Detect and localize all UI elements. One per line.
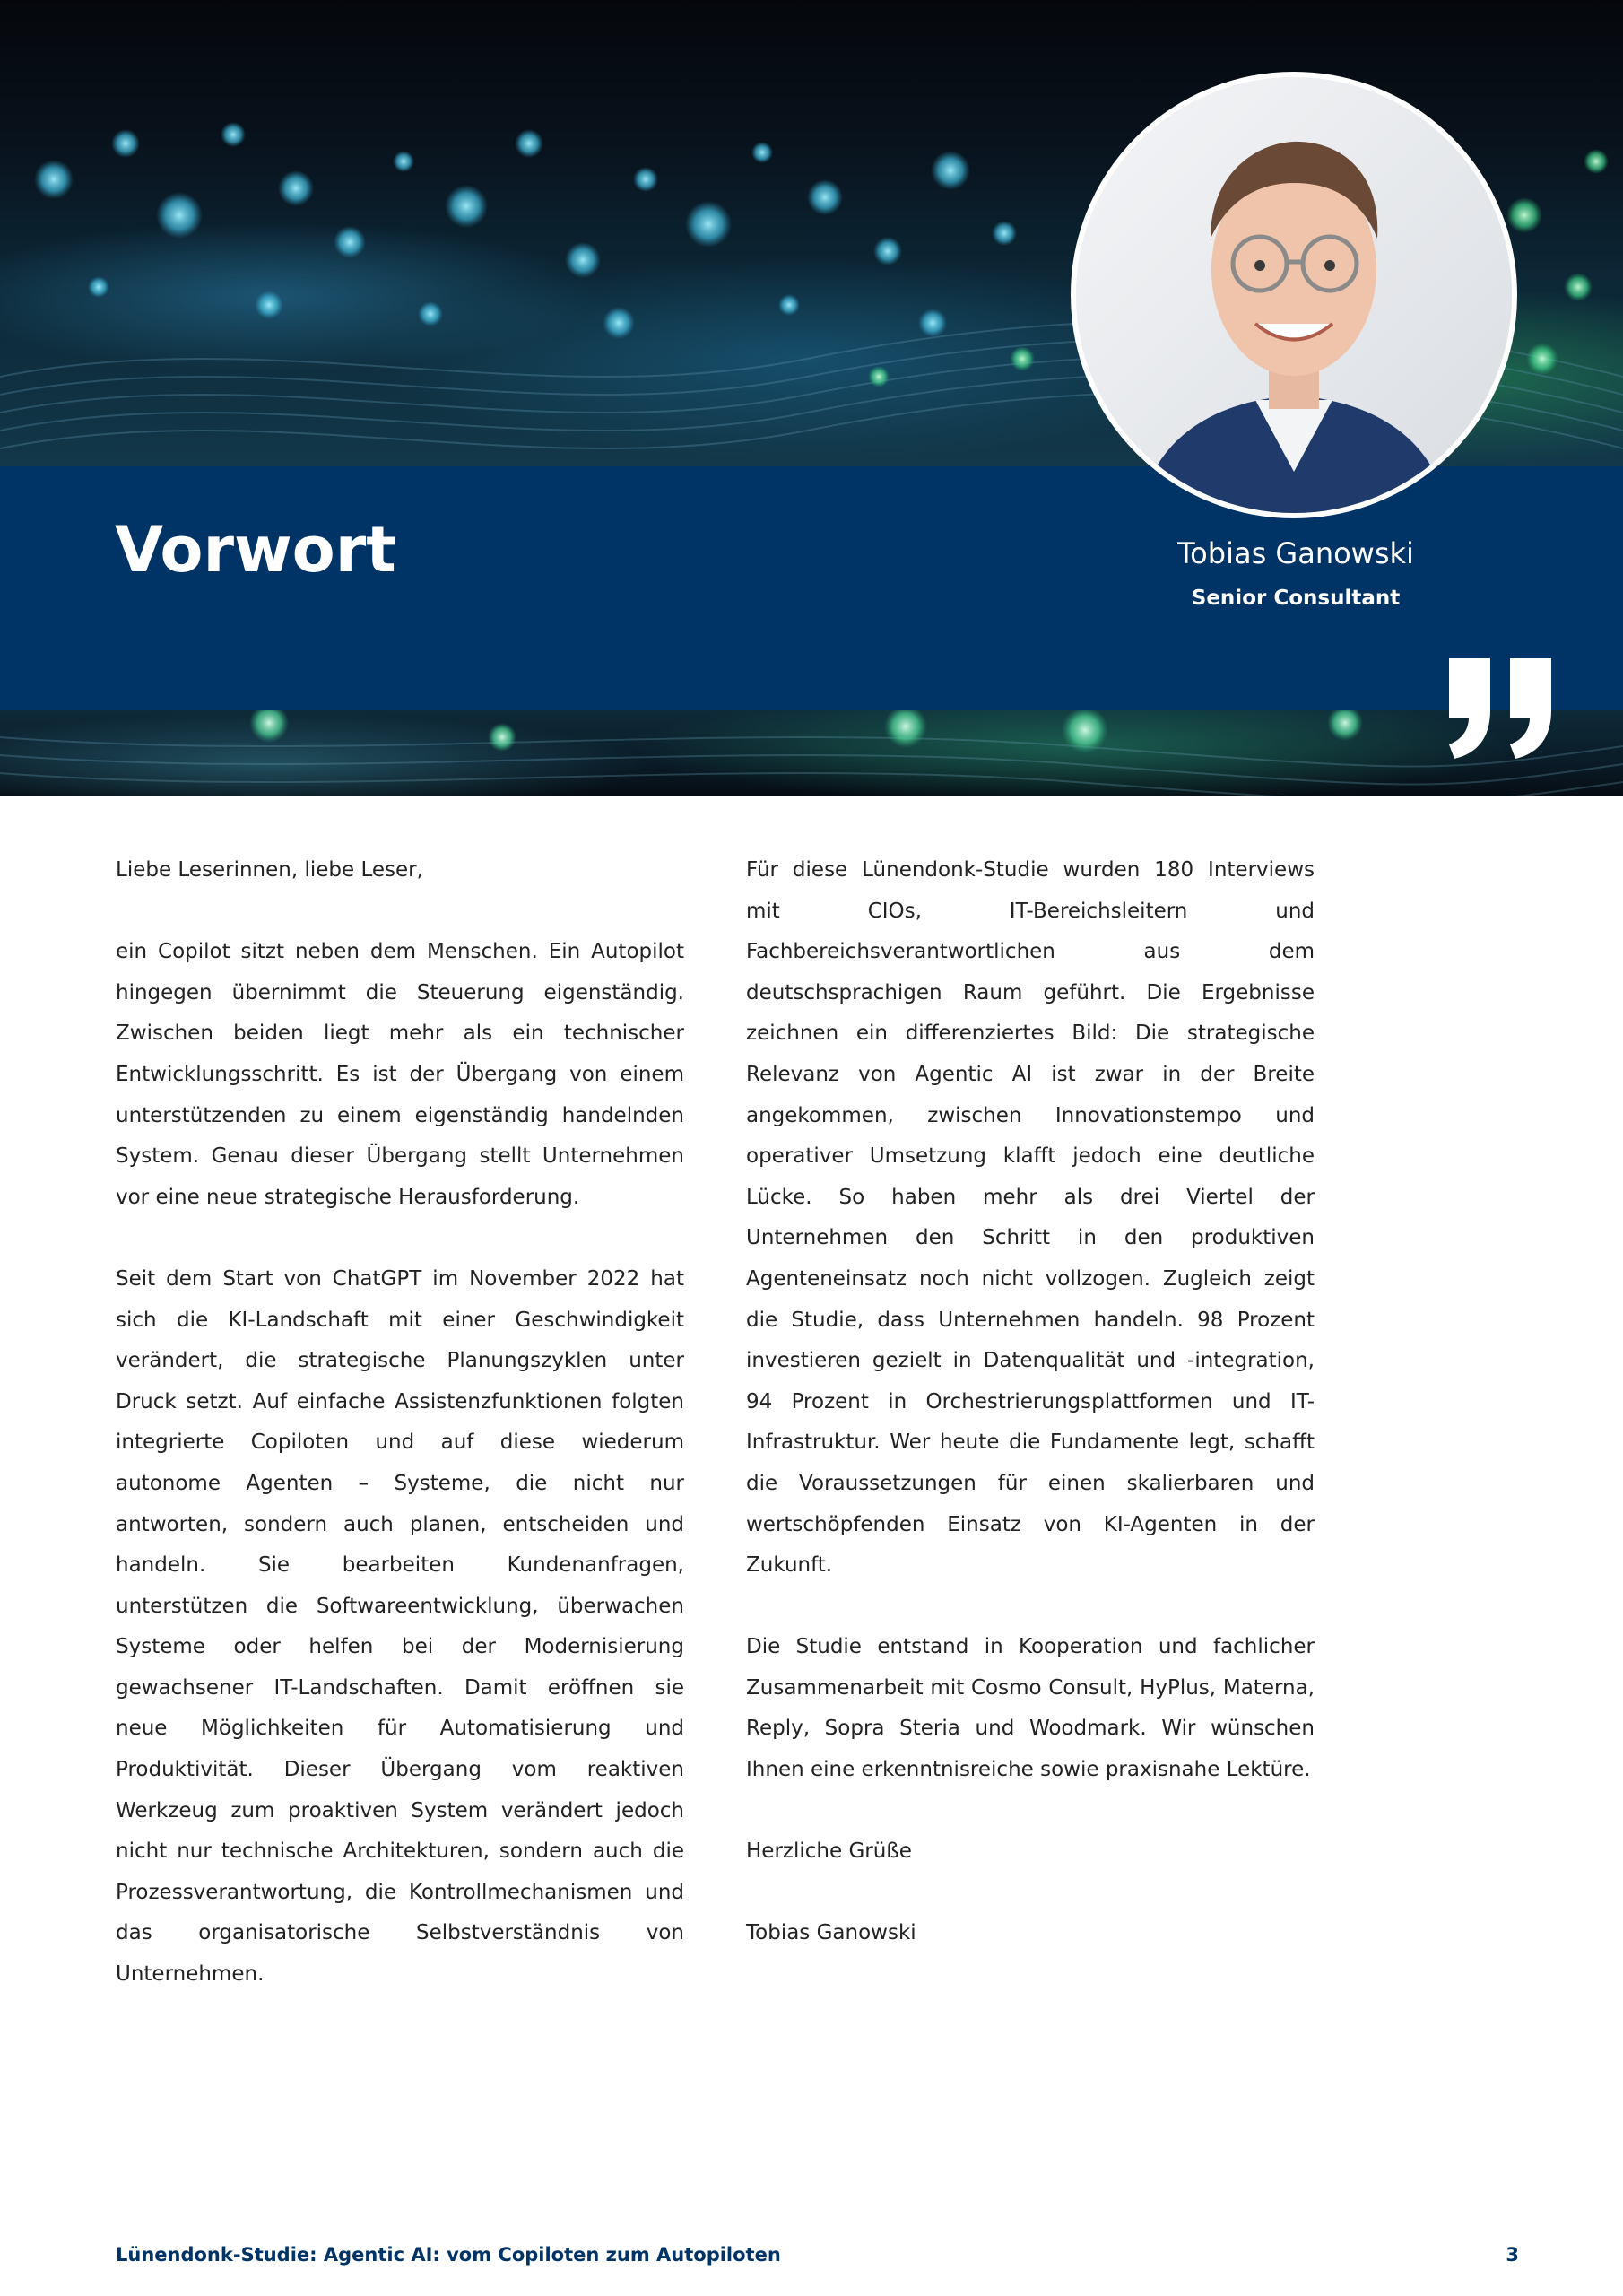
author-name: Tobias Ganowski xyxy=(1177,536,1414,570)
author-role: Senior Consultant xyxy=(1191,587,1401,610)
page-title: Vorwort xyxy=(115,513,396,587)
bokeh-lights-lower-graphic xyxy=(0,710,1623,796)
page-number: 3 xyxy=(1506,2244,1519,2266)
header-background-image-lower xyxy=(0,710,1623,796)
portrait-photo-icon xyxy=(1076,77,1512,513)
paragraph: Die Studie entstand in Kooperation und fachlicher Zusammenarbeit mit Cosmo Consult, HyPlus, Materna, Reply, Sopra Steria und Woodmark. Wir wünschen Ihnen eine erkenntnisreiche sowie praxisnahe Lektüre. xyxy=(746,1635,1315,1782)
paragraph: Für diese Lünendonk-Studie wurden 180 Interviews mit CIOs, IT-Bereichsleitern und Fachbereichsverantwortlichen aus dem deutschsprachigen Raum geführt. Die Ergebnisse zeichnen ein differenziertes Bild: Die strategische Relevanz von Agentic AI ist zwar in der Breite angekommen, zwischen Innovationstempo und operativer Umsetzung klafft jedoch eine deutliche Lücke. So haben mehr als drei Viertel der Unternehmen den Schritt in den produktiven Agenteneinsatz noch nicht vollzogen. Zugleich zeigt die Studie, dass Unternehmen handeln. 98 Prozent investieren gezielt in Datenqualität und -integration, 94 Prozent in Orchestrierungsplattformen und IT-Infrastruktur. Wer heute die Fundamente legt, schafft die Voraussetzungen für einen skalierbaren und wertschöpfenden Einsatz von KI-Agenten in der Zukunft. xyxy=(746,858,1315,1578)
closing-greeting: Herzliche Grüße xyxy=(746,1839,912,1864)
footer-title: Lünendonk-Studie: Agentic AI: vom Copiloten zum Autopiloten xyxy=(116,2244,781,2266)
paragraph: ein Copilot sitzt neben dem Menschen. Ein Autopilot hingegen übernimmt die Steuerung eigenständig. Zwischen beiden liegt mehr als ein technischer Entwicklungsschritt. Es ist der Übergang von einem unterstützenden zu einem eigenständig handelnden System. Genau dieser Übergang stellt Unternehmen vor eine neue strategische Herausforderung. xyxy=(116,940,684,1209)
salutation: Liebe Leserinnen, liebe Leser, xyxy=(116,858,423,882)
author-portrait xyxy=(1071,72,1517,518)
body-right-column xyxy=(746,850,1315,1954)
signature-name: Tobias Ganowski xyxy=(746,1921,916,1945)
closing-quote-icon xyxy=(1445,655,1557,761)
paragraph: Seit dem Start von ChatGPT im November 2022 hat sich die KI-Landschaft mit einer Geschwindigkeit verändert, die strategische Planungszyklen unter Druck setzt. Auf einfache Assistenzfunktionen folgten integrierte Copiloten und auf diese wiederum autonome Agenten – Systeme, die nicht nur antworten, sondern auch planen, entscheiden und handeln. Sie bearbeiten Kundenanfragen, unterstützen die Softwareentwicklung, überwachen Systeme oder helfen bei der Modernisierung gewachsener IT-Landschaften. Damit eröffnen sie neue Möglichkeiten für Automatisierung und Produktivität. Dieser Übergang vom reaktiven Werkzeug zum proaktiven System verändert jedoch nicht nur technische Architekturen, sondern auch die Prozessverantwortung, die Kontrollmechanismen und das organisatorische Selbstverständnis von Unternehmen. xyxy=(116,1266,684,1987)
body-left-column xyxy=(116,850,684,1996)
